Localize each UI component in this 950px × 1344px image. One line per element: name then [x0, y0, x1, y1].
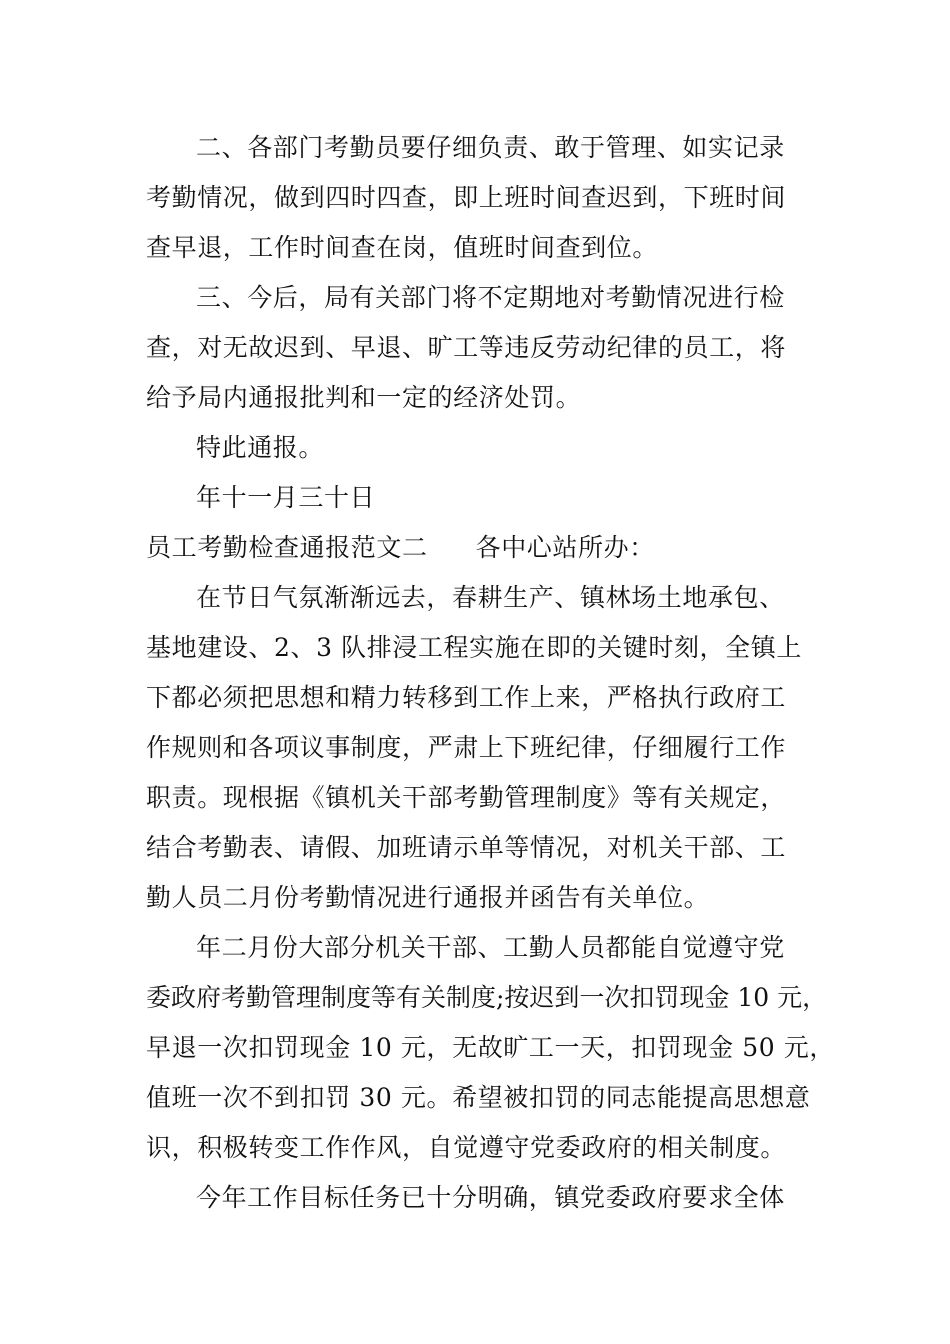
paragraph-line: 二、各部门考勤员要仔细负责、敢于管理、如实记录 [196, 133, 785, 162]
paragraph-line: 职责。现根据《镇机关干部考勤管理制度》等有关规定， [146, 783, 787, 812]
paragraph-line: 查早退，工作时间查在岗，值班时间查到位。 [146, 233, 659, 262]
paragraph-line: 三、今后，局有关部门将不定期地对考勤情况进行检 [196, 283, 785, 312]
paragraph-line: 勤人员二月份考勤情况进行通报并函告有关单位。 [146, 883, 710, 912]
paragraph-line: 考勤情况，做到四时四查，即上班时间查迟到，下班时间 [146, 183, 787, 212]
section-title: 员工考勤检查通报范文二 [146, 533, 428, 562]
paragraph-line: 年二月份大部分机关干部、工勤人员都能自觉遵守党 [196, 933, 785, 962]
salutation: 各中心站所办： [475, 533, 655, 562]
paragraph-line: 基地建设、2、3 队排浸工程实施在即的关键时刻，全镇上 [146, 633, 802, 662]
paragraph-line: 委政府考勤管理制度等有关制度;按迟到一次扣罚现金 10 元， [146, 983, 828, 1012]
paragraph-line: 下都必须把思想和精力转移到工作上来，严格执行政府工 [146, 683, 787, 712]
paragraph-line: 给予局内通报批判和一定的经济处罚。 [146, 383, 582, 412]
paragraph-line: 值班一次不到扣罚 30 元。希望被扣罚的同志能提高思想意 [146, 1083, 811, 1112]
paragraph-line: 结合考勤表、请假、加班请示单等情况，对机关干部、工 [146, 833, 787, 862]
section-heading-line [146, 533, 655, 563]
paragraph-line: 识，积极转变工作作风，自觉遵守党委政府的相关制度。 [146, 1133, 787, 1162]
paragraph-line: 早退一次扣罚现金 10 元，无故旷工一天，扣罚现金 50 元， [146, 1033, 836, 1062]
paragraph-line: 作规则和各项议事制度，严肃上下班纪律，仔细履行工作 [146, 733, 787, 762]
paragraph-line: 在节日气氛渐渐远去，春耕生产、镇林场土地承包、 [196, 583, 785, 612]
paragraph-line: 今年工作目标任务已十分明确，镇党委政府要求全体 [196, 1183, 785, 1212]
date-line: 年十一月三十日 [196, 483, 376, 512]
closing-line: 特此通报。 [196, 433, 325, 462]
paragraph-line: 查，对无故迟到、早退、旷工等违反劳动纪律的员工，将 [146, 333, 787, 362]
